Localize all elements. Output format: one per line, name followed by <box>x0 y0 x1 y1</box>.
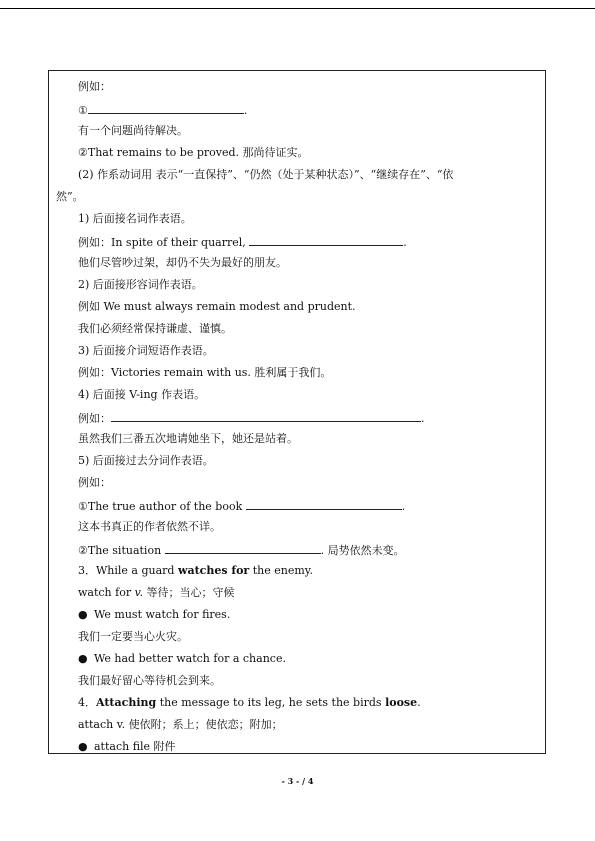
bullet-icon: ● <box>78 652 88 665</box>
text-line: 虽然我们三番五次地请她坐下，她还是站着。 <box>78 432 298 445</box>
line-text: 例如： <box>78 412 111 425</box>
fill-blank <box>249 234 403 246</box>
text-line <box>78 102 247 118</box>
line-text: the message to its leg, he sets the birds <box>156 696 386 709</box>
text-line: 例如：Victories remain with us. 胜利属于我们。 <box>78 366 332 379</box>
text-line: 例如 We must always remain modest and prudent. <box>78 300 356 313</box>
line-text: ① <box>78 104 88 117</box>
text-line: 5) 后面接过去分词作表语。 <box>78 454 214 467</box>
line-text: the enemy. <box>249 564 314 577</box>
bold-term: watches for <box>177 564 250 577</box>
part-of-speech: v. <box>134 586 143 599</box>
text-line <box>78 234 407 250</box>
text-line: 然”。 <box>56 190 84 203</box>
bullet-item <box>78 652 286 666</box>
fill-blank <box>246 498 402 510</box>
fill-blank <box>88 102 244 114</box>
line-text: . <box>403 236 407 249</box>
text-line: 3) 后面接介词短语作表语。 <box>78 344 214 357</box>
fill-blank <box>111 410 421 422</box>
text-line: 有一个问题尚待解决。 <box>78 124 188 137</box>
text-line: (2) 作系动词用 表示“一直保持”、“仍然（处于某种状态）”、“继续存在”、“依 <box>78 168 454 181</box>
line-text: . 局势依然未变。 <box>320 544 405 557</box>
item-number: 4． <box>78 696 96 709</box>
item-3-definition <box>78 586 235 600</box>
item-number: 3． <box>78 564 96 577</box>
fill-blank <box>165 542 321 554</box>
text-line: 4) 后面接 V-ing 作表语。 <box>78 388 206 401</box>
bullet-icon: ● <box>78 740 88 753</box>
line-text: . <box>401 500 406 513</box>
page-number: - 3 - / 4 <box>281 776 314 786</box>
bold-term: Attaching <box>96 696 157 709</box>
bullet-icon: ● <box>78 608 88 621</box>
example-text: We must watch for fires. <box>94 608 231 621</box>
item-4-heading <box>78 696 421 710</box>
line-text: . <box>417 696 421 709</box>
term: watch for <box>78 586 135 599</box>
line-text: ①The true author of the book <box>78 500 246 513</box>
bullet-item <box>78 608 230 622</box>
item-4-definition: attach v. 使依附；系上；使依恋；附加； <box>78 718 283 731</box>
text-line: 1) 后面接名词作表语。 <box>78 212 192 225</box>
line-text: 例如：In spite of their quarrel, <box>78 236 250 249</box>
line-text: While a guard <box>96 564 178 577</box>
meaning: 等待；当心；守候 <box>143 586 235 599</box>
header-rule <box>0 8 595 9</box>
text-line <box>78 498 405 514</box>
bullet-item <box>78 740 176 754</box>
text-line: 他们尽管吵过架，却仍不失为最好的朋友。 <box>78 256 287 269</box>
line-text: . <box>243 104 248 117</box>
text-line: 例如： <box>78 80 111 93</box>
text-line: ②That remains to be proved. 那尚待证实。 <box>78 146 309 159</box>
text-line: 我们最好留心等待机会到来。 <box>78 674 221 687</box>
line-text: . <box>421 412 425 425</box>
example-text: attach file 附件 <box>94 740 176 753</box>
text-line <box>78 542 405 558</box>
text-line <box>78 410 425 426</box>
text-line: 这本书真正的作者依然不详。 <box>78 520 221 533</box>
text-line: 例如： <box>78 476 111 489</box>
text-line: 我们一定要当心火灾。 <box>78 630 188 643</box>
example-text: We had better watch for a chance. <box>94 652 286 665</box>
item-3-heading <box>78 564 313 578</box>
bold-term: loose <box>385 696 418 709</box>
text-line: 我们必须经常保持谦虚、谨慎。 <box>78 322 232 335</box>
text-line: 2) 后面接形容词作表语。 <box>78 278 203 291</box>
line-text: ②The situation <box>78 544 165 557</box>
